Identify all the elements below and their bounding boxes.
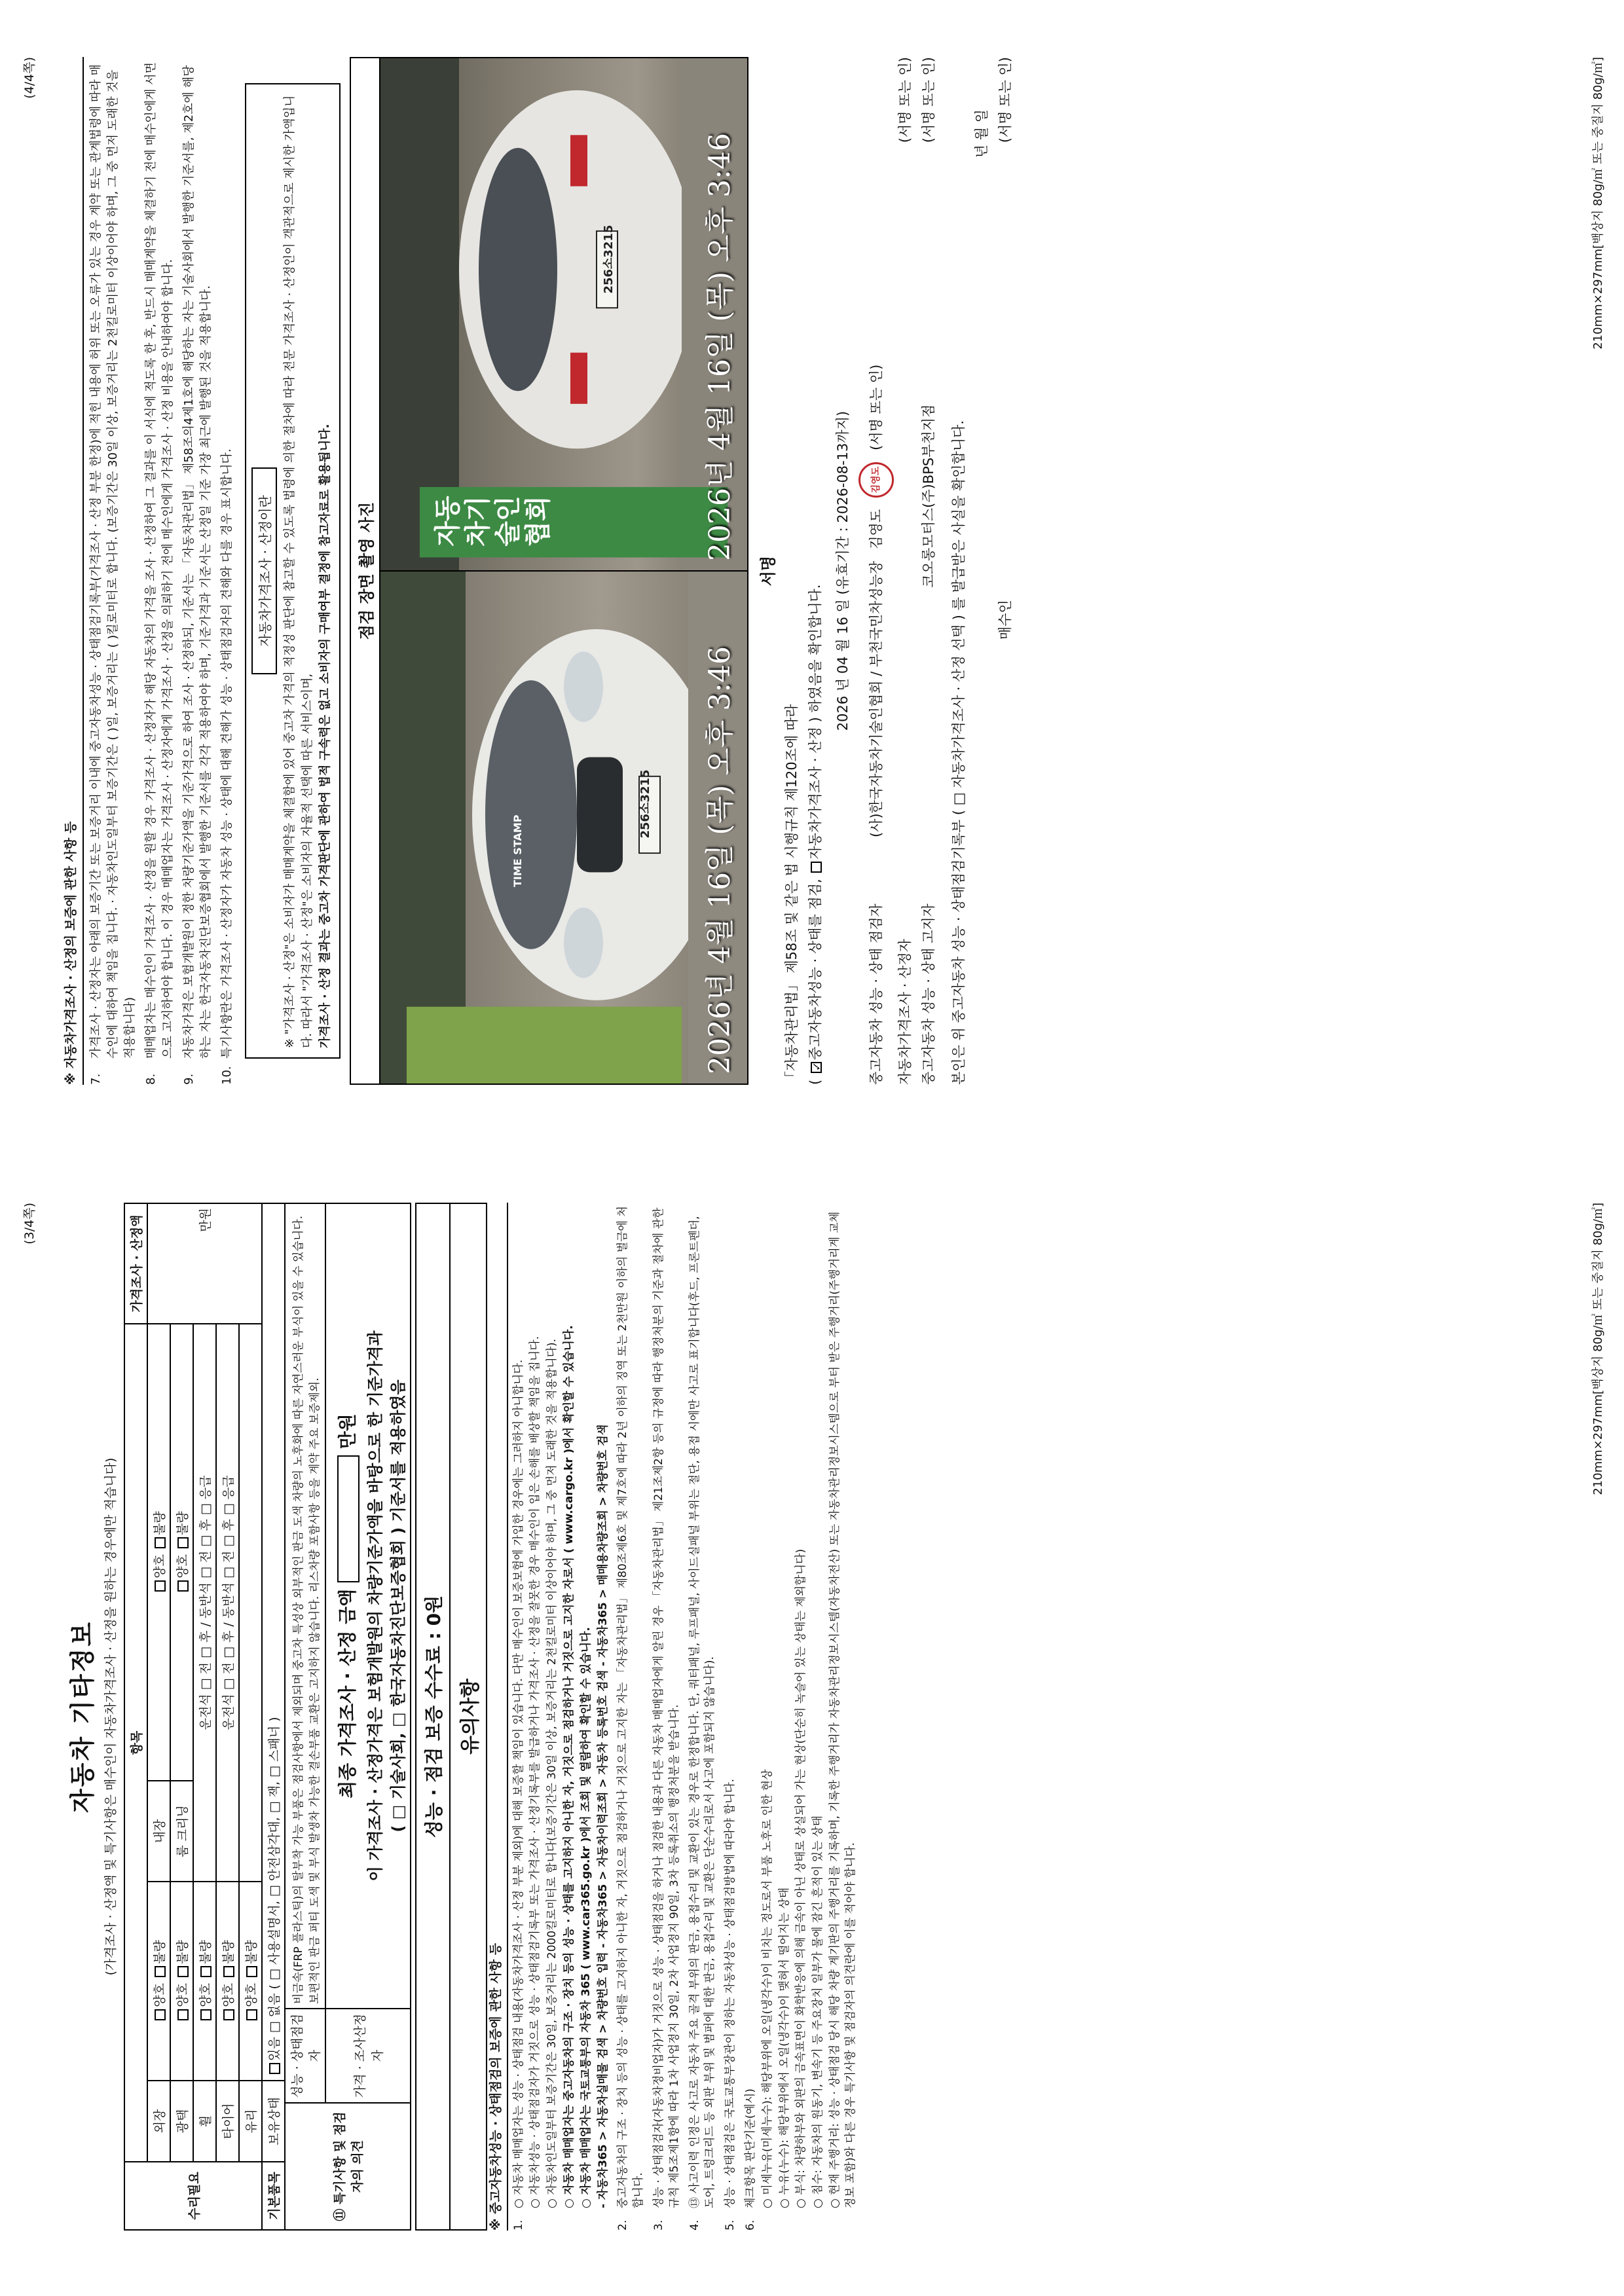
notice-item: 7. 가격조사 · 산정자는 아래의 보증기간 또는 보증거리 이내에 중고자동차성능 · 상태점검기록부(가격조사 · 산정 부분 한정)에 적힌 내용에 허위 또는 오류가 있는 경우 계약 또는 관계법령에 따라 매수인에 대하여 책임을 집니다. · 자동차인도일부터 보증기간은 ( )일, 보증거리는 ( )킬로미터로 합니다. (보증기간은 30일 이상, 보증거리는 2천킬로미터 이상이어야 하며, 그 중 먼저 도래한 것을 적용합니다) bbox=[88, 64, 137, 1085]
checkbox[interactable] bbox=[177, 1966, 189, 1977]
notice-item: 10. 특기사항란은 가격조사 · 산정자가 자동차 성능 · 상태에 대해 견해가 성능 · 상태점검자의 견해와 다를 경우 표시합니다. bbox=[220, 448, 234, 1085]
basic-items-options: 있음 □ 없음 ( □ 사용설명서, □ 안전삼각대, □ 잭, □ 스패너 ) bbox=[262, 1203, 285, 2081]
timestamp-left: 2026년 4월 16일 (목) 오후 3:46 bbox=[703, 646, 737, 1074]
plate-left: 256소3215 bbox=[638, 769, 653, 839]
price-basis-line2: ( □ 기술사회, □ 한국자동차진단보증협회 ) 기준서를 적용하였음 bbox=[389, 1379, 407, 1832]
row-label2: 룸 크리닝 bbox=[170, 1781, 193, 1882]
final-price-unit: 만원 bbox=[337, 1413, 358, 1449]
page-subtitle: (가격조사 · 산정액 및 특기사항은 매수인이 자동차가격조사 · 산정을 원하는 경우에만 적습니다) bbox=[103, 1457, 118, 1976]
notice-list bbox=[487, 1203, 860, 2231]
page-3 bbox=[0, 1163, 1624, 2276]
row-label2: 운전석 □ 전 □ 후 / 동반석 □ 전 □ 후 □ 응급 bbox=[216, 1324, 239, 1882]
check-line: ( ✓중고자동차성능 · 상태를 점검, 자동차가격조사 · 산정 ) 하였음을 확인합니다. bbox=[804, 57, 828, 1085]
notice-title: 유의사항 bbox=[449, 1203, 487, 2231]
buyer-line: 본인은 위 중고자동차 성능 · 상태점검기록부 ( □ 자동차가격조사 · 산정 선택 ) 를 발급받은 사실을 확인합니다. bbox=[950, 420, 967, 1085]
row-label: 광택 bbox=[170, 2081, 193, 2162]
row-label: 유리 bbox=[239, 2081, 262, 2162]
date-line: 2026 년 04 월 16 일 (유효기간 : 2026-08-13까지) bbox=[834, 410, 851, 731]
photo-rear bbox=[380, 58, 747, 572]
inspector-label: 중고자동차 성능 · 상태 점검자 bbox=[868, 903, 884, 1085]
car-front-illustration bbox=[380, 572, 747, 1084]
inspector-name: 김영도 bbox=[868, 509, 884, 549]
buyer-row bbox=[994, 57, 1018, 1085]
basic-items-label: 기본품목 bbox=[262, 2162, 285, 2230]
warranty-fee: 성능 · 점검 보증 수수료 : 0원 bbox=[415, 1203, 451, 2231]
notifier-label: 중고자동차 성능 · 상태 고지자 bbox=[921, 903, 937, 1085]
row-label: 타이어 bbox=[216, 2081, 239, 2162]
law-line: 「자동차관리법」 제58조 및 같은 법 시행규칙 제120조에 따라 bbox=[784, 704, 800, 1085]
opinion-label: ⑪ 특기사항 및 점검자의 의견 bbox=[285, 2103, 411, 2230]
row-options: 양호 불량 bbox=[239, 1882, 262, 2081]
sign-or-seal: (서명 또는 인) bbox=[921, 57, 937, 143]
checkbox[interactable] bbox=[200, 1966, 212, 1977]
checkbox[interactable] bbox=[155, 1580, 166, 1592]
checkbox[interactable] bbox=[269, 2063, 280, 2074]
checkbox[interactable] bbox=[177, 2009, 189, 2020]
row-label: 휠 bbox=[193, 2081, 216, 2162]
notice-item: 8. 매매업자는 매수인이 가격조사 · 산정을 원할 경우 가격조사 · 산정자가 해당 자동차의 가격을 조사 · 산정하여 그 결과를 이 서식에 적도록 한 후, 반드시 매매계약을 체결하기 전에 매수인에게 서면으로 고지하여야 합니다. 이 경우 매매업자는 가격조사 · 산정자에게 가격조사 · 산정을 의뢰하기 전에 매수인에게 가격조사 · 산정 비용을 안내하여야 합니다. bbox=[143, 62, 175, 1085]
notice-head: ※ 자동차가격조사 · 산정의 보증에 관한 사항 등 bbox=[62, 57, 84, 1085]
sign-or-seal: (서명 또는 인) bbox=[997, 57, 1014, 143]
appraisal-info-box bbox=[245, 83, 341, 1059]
notice-item: 5. 성능 · 상태점검은 국토교통부장관이 정하는 자동차성능 · 상태점검방법에 따라야 합니다. bbox=[724, 1778, 737, 2231]
checkbox[interactable] bbox=[177, 1537, 189, 1548]
notice-item: 9. 자동차가격은 보험개발원이 정한 차량기준가액을 기준가격으로 하여 조사 · 산정하되, 기준서는 「자동차관리법」 제58조의4제1호에 해당하는 자는 기술사회에서 발행한 기준서를, 제2호에 해당하는 자는 한국자동차진단보증협회에서 발행한 기준서를 각각 적용하여야 하며, 기준가격과 기준서는 산정일 기준 가장 최근에 발행된 것을 적용합니다. bbox=[182, 65, 213, 1085]
price-header: 가격조사 · 산정액 bbox=[124, 1203, 147, 1324]
info-box-text1: ※ "가격조사 · 산정"은 소비자가 매매계약을 체결함에 있어 중고차 가격의 적정성 판단에 참고할 수 있도록 법령에 의한 절차에 따라 전문 가격조사 · 산정인이 객관적으로 제시한 가액입니다. 따라서 "가격조사 · 산정"은 소비자의 자율적 선택에 따른 서비스이며, bbox=[283, 95, 315, 1048]
notifier-name: 코오롱모터스(주)BPS부천지점 bbox=[921, 404, 937, 588]
notice-item: 2. 중고자동차의 구조 · 장치 등의 성능 · 상태를 고지하지 아니한 자, 거짓으로 점검하거나 거짓으로 고지한 자는 「자동차관리법」 제80조제6호 및 제7호에 따라 2년 이하의 징역 또는 2천만원 이하의 벌금에 처합니다. bbox=[616, 1206, 646, 2231]
opinion-sub-inspector: 성능 · 상태점검자 bbox=[285, 2009, 325, 2103]
sign-or-seal: (서명 또는 인) bbox=[868, 364, 884, 450]
final-price-cell bbox=[325, 1203, 411, 2009]
inspector-row bbox=[858, 57, 894, 1085]
appraiser-label: 자동차가격조사 · 산정자 bbox=[897, 939, 913, 1085]
checkbox[interactable] bbox=[200, 2009, 212, 2020]
inspector-org: (사)한국자동차기술인협회 / 부천국민차성능장 bbox=[868, 560, 884, 837]
row-label2: 내장 bbox=[147, 1781, 170, 1882]
row-options2: 양호 불량 bbox=[147, 1324, 170, 1781]
row-options2: 양호 불량 bbox=[170, 1324, 193, 1781]
checkbox[interactable] bbox=[223, 2009, 234, 2020]
page-title: 자동차 기타정보 bbox=[68, 1620, 97, 1813]
time-stamp-logo: TIME STAMP bbox=[511, 814, 525, 887]
info-box-title: 자동차가격조사 · 산정이란 bbox=[251, 467, 277, 674]
final-price-title: 최종 가격조사 · 산정 금액 bbox=[337, 1588, 358, 1798]
row-options: 양호 불량 bbox=[193, 1882, 216, 2081]
sign-title: 서명 bbox=[759, 555, 778, 587]
notice-item: 1. ○ 자동차 매매업자는 성능 · 상태점검 내용(자동차가격조사 · 산정 부분 제외)에 대해 보증할 책임이 있습니다. 다만 매수인이 보증보험에 가입한 경우에는 그러하지 아니합니다. ○ 자동차성능 · 상태점검자가 거짓으로 성능 · 상태점검기록부 또는 가격조사 · 산정기록부를 발급하거나 가격조사 · 산정을 잘못한 경우 매수인이 입은 손해를 배상할 책임을 집니다. ○ 자동차인도일부터 보증기간은 30일, 보증거리는 2000킬로미터로 합니다(보증기간은 30일 이상, 보증거리는 2천킬로미터 이상이어야 하며, 그 중 먼저 도래한 것을 적용합니다). ○ 자동차 매매업자는 중고자동차의 구조 · 장치 등의 성능 · 상태를 고지하지 아니한 자, 거짓으로 점검하거나 거짓으로 고지한 자로서 ( www.cargo.kr )에서 확인할 수 있습니다. ○ 자동차 매매업자는 국토교통부의 자동차 365 ( www.car365.go.kr )에서 조회 및 열람하여 확인할 수 있습니다. - 자동차365 > 자동차실매물 검색 > 차량번호 입력 - 자동차365 > 자동차이력조회 > 자동차 등록번호 검색 - 자동차365 > 매매용차량조회 > 차량번호 검색 bbox=[511, 1325, 610, 2231]
notice-head: ※ 중고자동차성능 · 상태점검의 보증에 관한 사항 등 bbox=[487, 1203, 508, 2231]
checkbox-appraisal[interactable] bbox=[811, 862, 822, 873]
basic-items-sub: 보유상태 bbox=[262, 2081, 285, 2162]
banner-text: 자동차기술인협회 bbox=[433, 496, 554, 547]
buyer-date: 년 월 일 bbox=[974, 109, 990, 158]
checkbox[interactable] bbox=[155, 1537, 166, 1548]
notice-item: 3. 성능 · 상태점검자(자동차정비업자)가 거짓으로 성능 · 상태점검을 하거나 점검한 내용과 다른 자동차 매매업자에게 알린 경우 「자동차관리법」 제21조제2항 등의 규정에 따라 행정처분의 기준과 절차에 관한 규칙 제5조제1항에 따라 1차 사업정지 30일, 2차 사업정지 90일, 3차 등록취소의 행정처분을 받습니다. bbox=[652, 1207, 681, 2231]
repair-section-label: 수리필요 bbox=[124, 2162, 262, 2230]
photos-title: 점검 장면 촬영 사진 bbox=[350, 57, 379, 1085]
checkbox[interactable] bbox=[155, 1966, 166, 1977]
page-footer: 210mm×297mm[백상지 80g/㎡ 또는 중질지 80g/㎡] bbox=[1591, 57, 1605, 350]
buyer-label: 매수인 bbox=[997, 600, 1014, 640]
final-price-box[interactable] bbox=[337, 1455, 360, 1582]
page-number: (3/4쪽) bbox=[22, 1203, 37, 1245]
notifier-row bbox=[917, 57, 941, 1085]
price-basis-line1: 이 가격조사 · 산정가격은 보험개발원의 차량기준가액을 바탕으로 한 기준가격과 bbox=[366, 1330, 384, 1882]
page-4 bbox=[0, 18, 1624, 1131]
checkbox-inspection[interactable] bbox=[811, 1062, 822, 1073]
page-footer: 210mm×297mm[백상지 80g/㎡ 또는 중질지 80g/㎡] bbox=[1591, 1203, 1605, 1495]
opinion-text: 비금속(FRP 플라스틱)의 탈부착 가능 부품은 점검사항에서 제외되며 중고차 특성상 외부적인 판금 도색 차량의 노후화에 따른 자연스러운 부식이 있을 수 있습니다. 보편적인 판금 퍼티 도색 및 부식 발생차 가능한 결손부품 교환은 고지하지 않습니다. 리스차량 포함사항 등을 계약 주요 보증제외. bbox=[285, 1203, 325, 2009]
page-number: (4/4쪽) bbox=[22, 57, 37, 99]
notice-item: 6. 체크항목 판단기준(예시) ○ 미세누유(미세누수): 해당부위에 오일(냉각수)이 비치는 정도로서 부품 노후로 인한 현상 ○ 누유(누수): 해당부위에서 오일(냉각수)이 맺혀서 떨어지는 상태 ○ 부식: 차량하부와 외판의 금속표면이 화학반응에 의해 금속이 아닌 상태로 상실되어 가는 현상(단순히 녹슬어 있는 상태는 제외합니다) ○ 침수: 자동차의 원동기, 변속기 등 주요장치 일부가 물에 잠긴 흔적이 있는 상태 ○ 현재 주행거리: 성능 · 상태점검 당시 해당 차량 계기판의 주행거리를 기록하며, 기록한 주행거리가 자동차관리정보시스템(자동차전산) 또는 자동차관리정보시스템으로 부터 받은 주행거리(주행거리계 교체 정보 포함)와 다른 경우 특기사항 및 점검자의 의견란에 이를 적어야 합니다. bbox=[743, 1211, 857, 2231]
photo-front bbox=[380, 572, 747, 1084]
row-label: 외장 bbox=[147, 2081, 170, 2162]
opinion-table bbox=[284, 1203, 411, 2231]
price-unit: 만원 bbox=[147, 1203, 262, 1324]
row-options: 양호 불량 bbox=[170, 1882, 193, 2081]
inspection-photos bbox=[379, 57, 748, 1085]
info-box-text2: 가격조사 · 산정 결과는 중고차 가격판단에 관하여 법적 구속력은 없고 소비자의 구매여부 결정에 참고자료로 활용됩니다. bbox=[318, 424, 333, 1048]
row-options: 양호 불량 bbox=[216, 1882, 239, 2081]
repair-table bbox=[124, 1203, 286, 2231]
checkbox[interactable] bbox=[246, 1966, 257, 1977]
checkbox[interactable] bbox=[223, 1966, 234, 1977]
appraiser-row bbox=[894, 57, 917, 1085]
appraisal-notice-list bbox=[62, 57, 236, 1085]
sign-or-seal: (서명 또는 인) bbox=[897, 57, 913, 143]
plate-right: 256소3215 bbox=[602, 225, 616, 294]
checkbox[interactable] bbox=[246, 2009, 257, 2020]
opinion-sub-appraiser: 가격 · 조사산정자 bbox=[325, 2009, 411, 2103]
sign-section bbox=[781, 57, 1018, 1085]
timestamp-right: 2026년 4월 16일 (목) 오후 3:46 bbox=[703, 132, 737, 561]
notice-item: 4. ⑬ 사고이력 인정은 사고로 자동차 주요 골격 부위의 판금, 용접수리 및 교환이 있는 경우로 한정합니다. 단, 쿼터패널, 루프패널, 사이드실패널 부위는 절단, 용접 시에만 사고로 표기합니다(후드, 프론트펜더, 도어, 트렁크리드 등 외판 부위 및 범퍼에 대한 판금, 용접수리 및 교환은 단순수리로서 사고에 포함되지 않습니다). bbox=[688, 1216, 717, 2231]
inspector-seal: 김영도 bbox=[858, 462, 894, 498]
checkbox[interactable] bbox=[155, 2009, 166, 2020]
item-header: 항목 bbox=[124, 1324, 147, 2162]
checkbox[interactable] bbox=[177, 1580, 189, 1592]
row-options: 양호 불량 bbox=[147, 1882, 170, 2081]
row-label2: 운전석 □ 전 □ 후 / 동반석 □ 전 □ 후 □ 응급 bbox=[193, 1324, 216, 1882]
